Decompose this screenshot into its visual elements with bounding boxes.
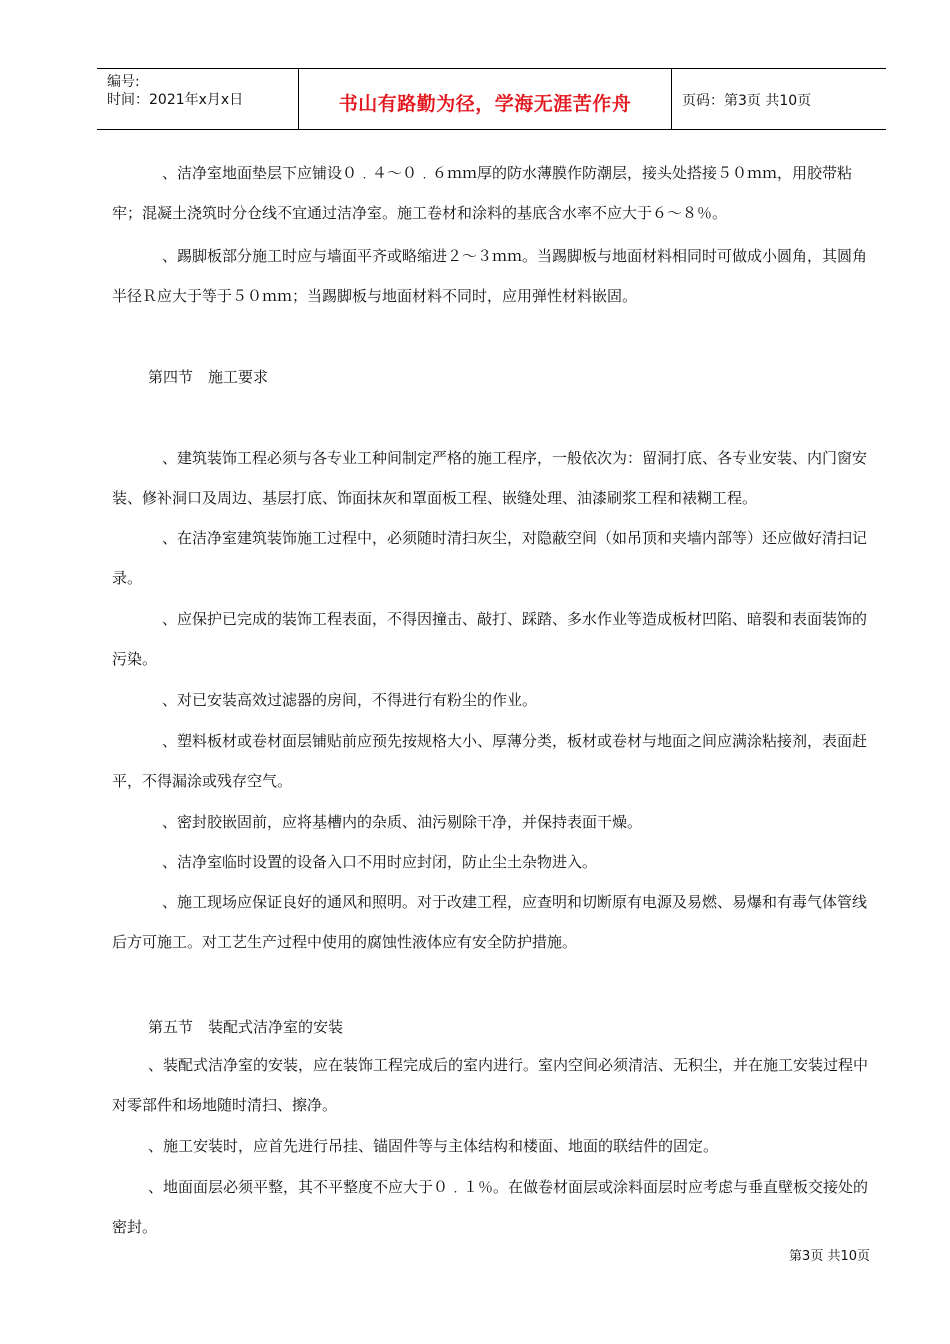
paragraph-text: 、装配式洁净室的安装，应在装饰工程完成后的室内进行。室内空间必须清洁、无积尘，并在施工安装过程中对零部件和场地随时清扫、擦净。 [112,1056,869,1114]
header-page-number: 页码：第3页 共10页 [682,93,812,109]
header-motto-cell [299,69,672,129]
paragraph [112,842,872,882]
section-heading: 第四节 施工要求 [148,368,269,386]
paragraph-text: 、在洁净室建筑装饰施工过程中，必须随时清扫灰尘，对隐蔽空间（如吊顶和夹墙内部等）还应做好清扫记录。 [112,529,868,587]
paragraph-text: 、洁净室地面垫层下应铺设０﹒４～０﹒６ｍｍ厚的防水薄膜作防潮层，接头处搭接５０ｍｍ，用胶带粘牢；混凝土浇筑时分仓线不宜通过洁净室。施工卷材和涂料的基底含水率不应大于６～８％。 [112,164,853,222]
paragraph [112,1126,872,1166]
paragraph-text: 、洁净室临时设置的设备入口不用时应封闭，防止尘土杂物进入。 [162,853,598,871]
paragraph-text: 、地面面层必须平整，其不平整度不应大于０﹒１％。在做卷材面层或涂料面层时应考虑与垂直壁板交接处的密封。 [112,1178,869,1236]
paragraph-text: 、建筑装饰工程必须与各专业工种间制定严格的施工程序，一般依次为：留洞打底、各专业安装、内门窗安装、修补洞口及周边、基层打底、饰面抹灰和罩面板工程、嵌缝处理、油漆刷浆工程和裱糊工程。 [112,449,868,507]
paragraph [112,518,872,598]
paragraph [112,599,872,679]
paragraph-text: 、塑料板材或卷材面层铺贴前应预先按规格大小、厚薄分类，板材或卷材与地面之间应满涂粘接剂，表面赶平，不得漏涂或残存空气。 [112,732,868,790]
paragraph [112,1167,872,1247]
paragraph [112,438,872,518]
document-number-label: 编号: [107,74,140,90]
paragraph-text: 、应保护已完成的装饰工程表面，不得因撞击、敲打、踩踏、多水作业等造成板材凹陷、暗裂和表面装饰的污染。 [112,610,868,668]
page-footer-number: 第3页 共10页 [789,1249,870,1264]
paragraph [112,236,872,316]
header-motto: 书山有路勤为径，学海无涯苦作舟 [338,93,632,115]
paragraph [112,802,872,842]
paragraph-text: 、密封胶嵌固前，应将基槽内的杂质、油污剔除干净，并保持表面干燥。 [162,813,643,831]
header-page-cell [672,69,886,129]
paragraph [112,153,872,233]
header-meta-cell [97,69,299,129]
paragraph [112,680,872,720]
paragraph [112,882,872,962]
paragraph-text: 、对已安装高效过滤器的房间，不得进行有粉尘的作业。 [162,691,538,709]
paragraph-text: 、踢脚板部分施工时应与墙面平齐或略缩进２～３ｍｍ。当踢脚板与地面材料相同时可做成小圆角，其圆角半径Ｒ应大于等于５０ｍｍ；当踢脚板与地面材料不同时，应用弹性材料嵌固。 [112,247,868,305]
paragraph [112,1045,872,1125]
paragraph-text: 、施工安装时，应首先进行吊挂、锚固件等与主体结构和楼面、地面的联结件的固定。 [148,1137,719,1155]
page-header [97,68,886,130]
document-time-label: 时间：2021年x月x日 [107,92,244,108]
paragraph [112,721,872,801]
paragraph-text: 、施工现场应保证良好的通风和照明。对于改建工程，应查明和切断原有电源及易燃、易爆和有毒气体管线后方可施工。对工艺生产过程中使用的腐蚀性液体应有安全防护措施。 [112,893,868,951]
section-heading: 第五节 装配式洁净室的安装 [148,1018,344,1036]
